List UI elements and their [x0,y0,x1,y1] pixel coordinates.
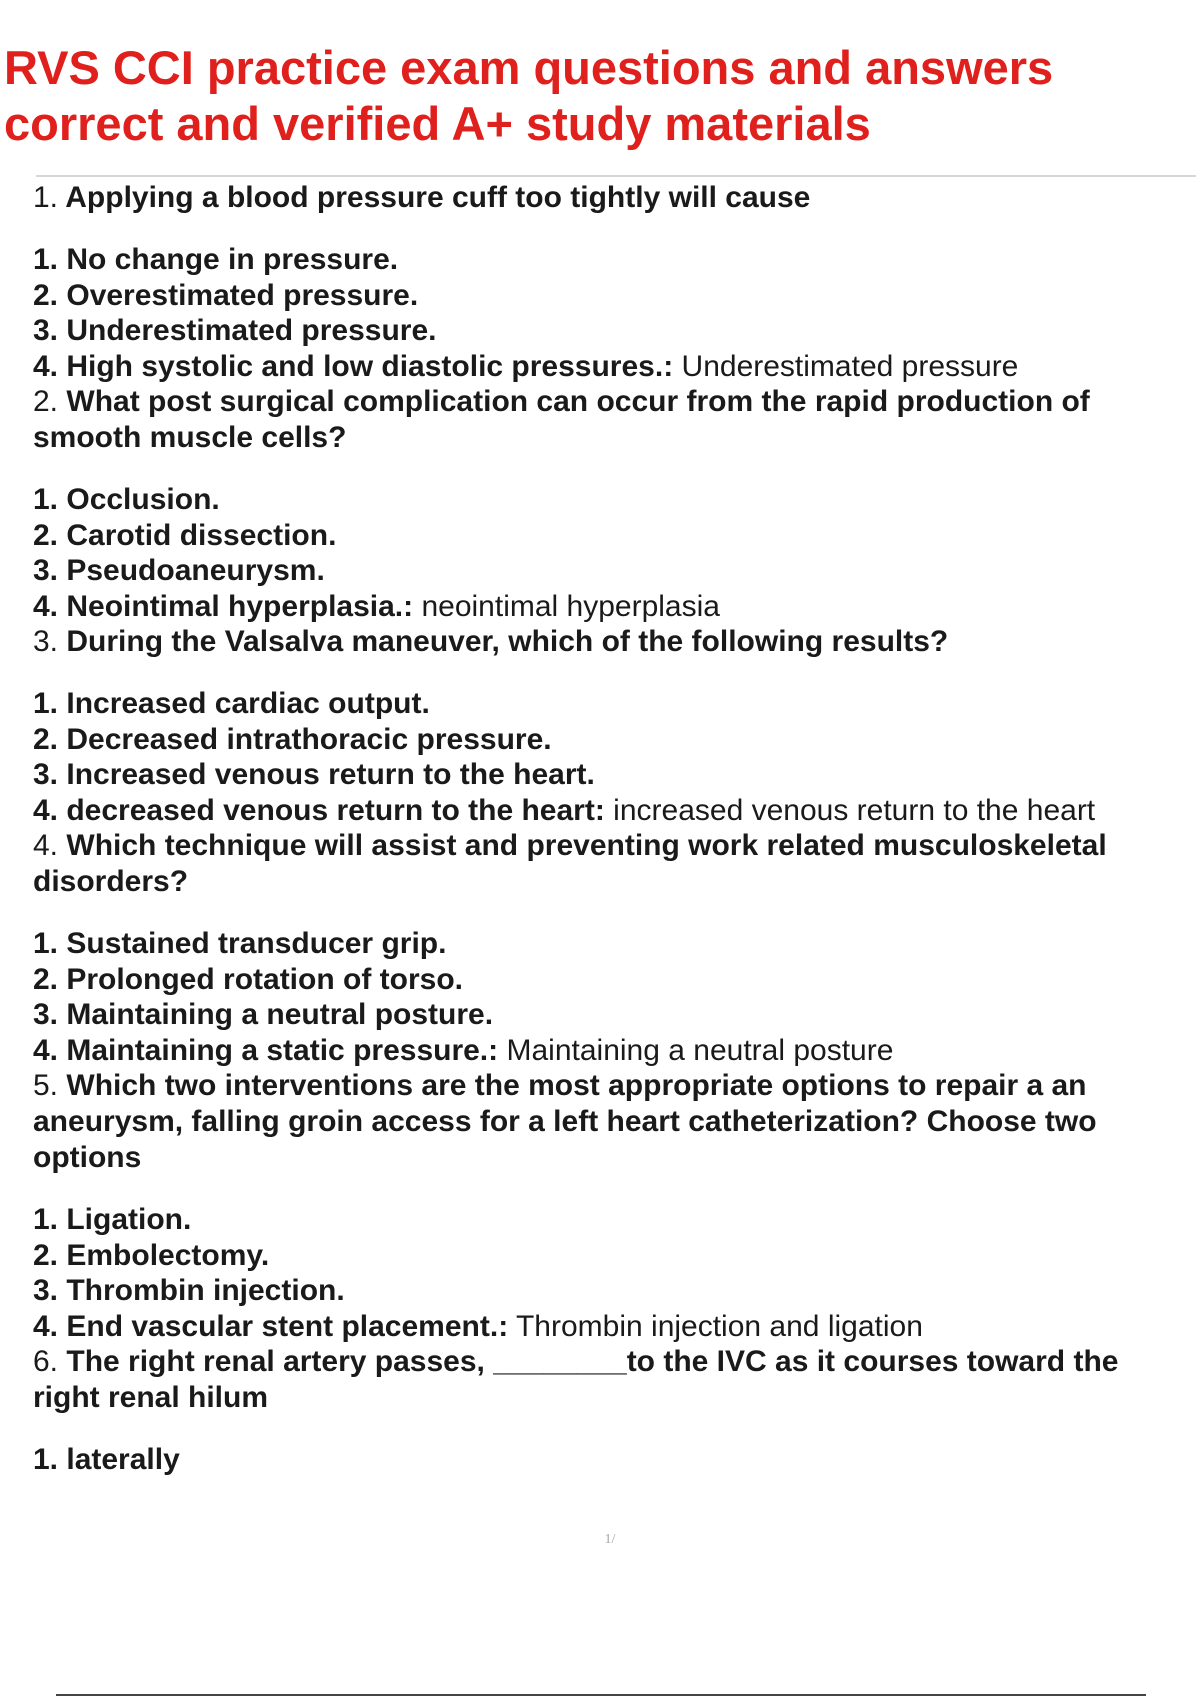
option-item [33,589,1183,625]
answer-separator: : [663,349,674,383]
option-item [33,349,1183,385]
question-number: 6. [33,1345,59,1378]
question-number: 5. [33,1069,59,1102]
question-block [33,180,1183,384]
answer-text: Thrombin injection and ligation [508,1309,923,1343]
question-block [33,624,1183,828]
option-item [33,1033,1183,1069]
question-prompt: Which technique will assist and preventing work related musculoskeletal disorders? [33,829,1107,898]
option-text: 2. Embolectomy. [33,1238,270,1272]
option-text: 3. Underestimated pressure. [33,314,437,347]
title-line-2: correct and verified A+ study materials [4,97,871,150]
option-list [33,242,1183,384]
option-list [33,686,1183,828]
option-item [33,242,1183,278]
answer-separator: : [488,1033,499,1067]
option-list [33,1442,1183,1478]
option-text: 2. Decreased intrathoracic pressure. [33,722,552,756]
option-list [33,1202,1183,1344]
question-list [33,180,1183,1478]
answer-separator: : [498,1309,509,1343]
option-item [33,1273,1183,1309]
option-item [33,926,1183,962]
footer-divider [56,1694,1146,1696]
option-list [33,482,1183,624]
title-divider [36,175,1196,177]
option-item [33,1309,1183,1345]
answer-separator: : [403,589,414,623]
option-text: 2. Carotid dissection. [33,518,337,552]
option-text: 4. End vascular stent placement. [33,1309,499,1343]
option-text: 1. Ligation. [33,1203,192,1236]
document-title [4,40,1184,152]
option-item [33,482,1183,518]
option-item [33,278,1183,314]
option-text: 1. Increased cardiac output. [33,687,430,720]
question-text [33,1068,1183,1176]
question-prompt: The right renal artery passes, ________to the IVC as it courses toward the right renal hilum [33,1345,1119,1414]
option-item [33,962,1183,998]
question-prompt: During the Valsalva maneuver, which of the following results? [66,625,949,658]
option-item [33,757,1183,793]
question-text [33,180,1183,216]
option-text: 1. No change in pressure. [33,243,399,276]
option-item [33,997,1183,1033]
question-block [33,1068,1183,1344]
option-list [33,926,1183,1068]
option-text: 4. Maintaining a static pressure. [33,1033,489,1067]
option-item [33,686,1183,722]
option-text: 3. Increased venous return to the heart. [33,758,595,791]
answer-separator: : [594,793,605,827]
option-text: 4. decreased venous return to the heart [33,793,595,827]
question-prompt: What post surgical complication can occur from the rapid production of smooth muscle cells? [33,385,1090,454]
option-text: 3. Thrombin injection. [33,1274,345,1307]
page-number: 1/ [604,1532,616,1547]
option-text: 4. Neointimal hyperplasia. [33,589,404,623]
option-text: 1. Sustained transducer grip. [33,927,447,960]
option-item [33,1202,1183,1238]
question-block [33,384,1183,624]
option-text: 1. Occlusion. [33,483,220,516]
question-number: 4. [33,829,59,862]
question-text [33,384,1183,456]
option-text: 2. Overestimated pressure. [33,278,419,312]
option-text: 3. Maintaining a neutral posture. [33,998,494,1031]
title-line-1: RVS CCI practice exam questions and answers [4,41,1054,94]
answer-text: Maintaining a neutral posture [498,1033,894,1067]
option-item [33,553,1183,589]
option-text: 2. Prolonged rotation of torso. [33,962,463,996]
question-text [33,828,1183,900]
option-item [33,722,1183,758]
option-item [33,793,1183,829]
question-block [33,828,1183,1068]
question-text [33,624,1183,660]
option-text: 4. High systolic and low diastolic pressures. [33,349,664,383]
question-number: 1. [33,181,59,214]
answer-text: Underestimated pressure [673,349,1019,383]
answer-text: increased venous return to the heart [604,793,1096,827]
option-item [33,518,1183,554]
answer-text: neointimal hyperplasia [413,589,720,623]
option-item [33,1238,1183,1274]
question-prompt: Applying a blood pressure cuff too tightly will cause [65,181,811,214]
question-block [33,1344,1183,1478]
option-item [33,1442,1183,1478]
question-number: 2. [33,385,59,418]
question-text [33,1344,1183,1416]
option-text: 1. laterally [33,1443,180,1476]
question-prompt: Which two interventions are the most appropriate options to repair a an aneurysm, falling groin access for a left heart catheterization? Choose two options [33,1069,1097,1174]
question-number: 3. [33,625,59,658]
option-text: 3. Pseudoaneurysm. [33,554,325,587]
option-item [33,313,1183,349]
